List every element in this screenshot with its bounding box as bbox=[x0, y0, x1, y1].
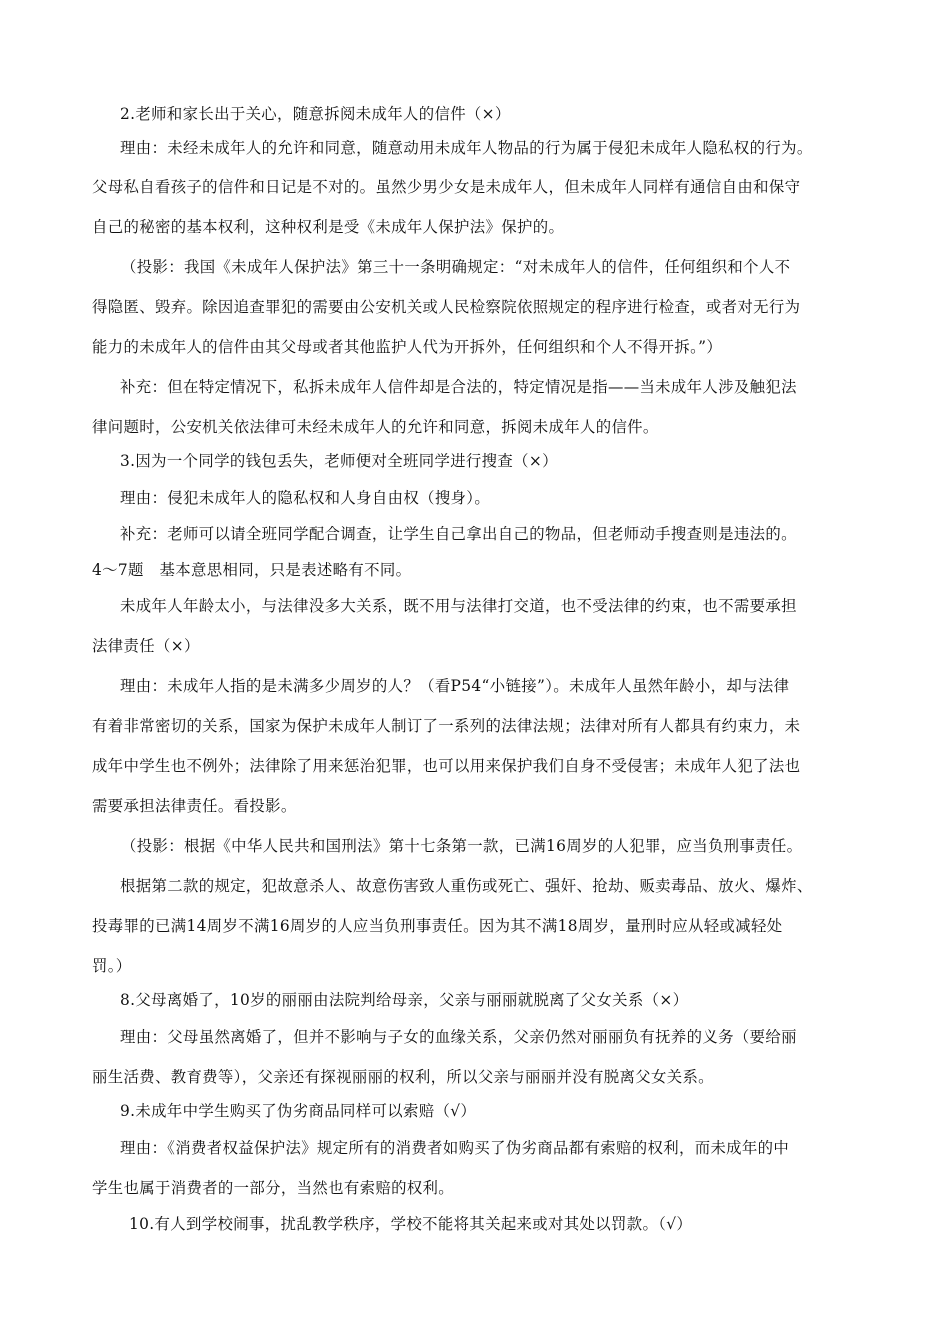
items-4-7-statement-line-2: 法律责任（×） bbox=[92, 637, 200, 655]
item-8-reason-line-1: 理由：父母虽然离婚了，但并不影响与子女的血缘关系，父亲仍然对丽丽负有抚养的义务（要给丽 bbox=[120, 1028, 797, 1046]
item-2-reason-line-1: 理由：未经未成年人的允许和同意，随意动用未成年人物品的行为属于侵犯未成年人隐私权的行为。 bbox=[120, 139, 813, 157]
item-3-supplement: 补充：老师可以请全班同学配合调查，让学生自己拿出自己的物品，但老师动手搜查则是违法的。 bbox=[120, 525, 797, 543]
item-2-supplement-line-2: 律问题时，公安机关依法律可未经未成年人的允许和同意，拆阅未成年人的信件。 bbox=[92, 418, 659, 436]
item-2-reason-line-2: 父母私自看孩子的信件和日记是不对的。虽然少男少女是未成年人，但未成年人同样有通信自由和保守 bbox=[92, 178, 801, 196]
item-8-reason-line-2: 丽生活费、教育费等），父亲还有探视丽丽的权利，所以父亲与丽丽并没有脱离父女关系。 bbox=[92, 1068, 714, 1086]
item-3-heading: 3.因为一个同学的钱包丢失，老师便对全班同学进行搜查（×） bbox=[120, 452, 558, 470]
items-4-7-reason-line-1: 理由：未成年人指的是未满多少周岁的人？（看P54“小链接”）。未成年人虽然年龄小，却与法律 bbox=[120, 677, 790, 695]
items-4-7-reason-line-2: 有着非常密切的关系，国家为保护未成年人制订了一系列的法律法规；法律对所有人都具有约束力，未 bbox=[92, 717, 801, 735]
item-2-reason-line-3: 自己的秘密的基本权利，这种权利是受《未成年人保护法》保护的。 bbox=[92, 218, 565, 236]
item-2-supplement-line-1: 补充：但在特定情况下，私拆未成年人信件却是合法的，特定情况是指——当未成年人涉及触犯法 bbox=[120, 378, 797, 396]
items-4-7-reason-line-3: 成年中学生也不例外；法律除了用来惩治犯罪，也可以用来保护我们自身不受侵害；未成年人犯了法也 bbox=[92, 757, 801, 775]
items-4-7-projection-line-2: 根据第二款的规定，犯故意杀人、故意伤害致人重伤或死亡、强奸、抢劫、贩卖毒品、放火、爆炸、 bbox=[120, 877, 813, 895]
item-9-heading: 9.未成年中学生购买了伪劣商品同样可以索赔（√） bbox=[120, 1102, 477, 1120]
items-4-7-projection-line-4: 罚。） bbox=[92, 957, 132, 975]
item-2-projection-line-1: （投影：我国《未成年人保护法》第三十一条明确规定：“对未成年人的信件，任何组织和个人不 bbox=[121, 258, 791, 276]
items-4-7-projection-line-3: 投毒罪的已满14周岁不满16周岁的人应当负刑事责任。因为其不满18周岁，量刑时应从轻或减轻处 bbox=[92, 917, 783, 935]
item-9-reason-line-2: 学生也属于消费者的一部分，当然也有索赔的权利。 bbox=[92, 1179, 455, 1197]
item-8-heading: 8.父母离婚了，10岁的丽丽由法院判给母亲，父亲与丽丽就脱离了父女关系（×） bbox=[120, 991, 689, 1009]
item-3-reason: 理由：侵犯未成年人的隐私权和人身自由权（搜身）。 bbox=[120, 489, 491, 507]
item-2-projection-line-2: 得隐匿、毁弃。除因追查罪犯的需要由公安机关或人民检察院依照规定的程序进行检查，或者对无行为 bbox=[92, 298, 801, 316]
item-9-reason-line-1: 理由：《消费者权益保护法》规定所有的消费者如购买了伪劣商品都有索赔的权利，而未成年的中 bbox=[120, 1139, 790, 1157]
items-4-7-reason-line-4: 需要承担法律责任。看投影。 bbox=[92, 797, 297, 815]
items-4-7-statement-line-1: 未成年人年龄太小，与法律没多大关系，既不用与法律打交道，也不受法律的约束，也不需要承担 bbox=[120, 597, 797, 615]
item-2-heading: 2.老师和家长出于关心，随意拆阅未成年人的信件（×） bbox=[120, 105, 511, 123]
item-10-heading: 10.有人到学校闹事，扰乱教学秩序，学校不能将其关起来或对其处以罚款。（√） bbox=[129, 1215, 693, 1233]
item-2-projection-line-3: 能力的未成年人的信件由其父母或者其他监护人代为开拆外，任何组织和个人不得开拆。”） bbox=[92, 338, 723, 356]
items-4-7-heading: 4～7题 基本意思相同，只是表述略有不同。 bbox=[92, 561, 412, 579]
items-4-7-projection-line-1: （投影：根据《中华人民共和国刑法》第十七条第一款，已满16周岁的人犯罪，应当负刑事责任。 bbox=[121, 837, 803, 855]
